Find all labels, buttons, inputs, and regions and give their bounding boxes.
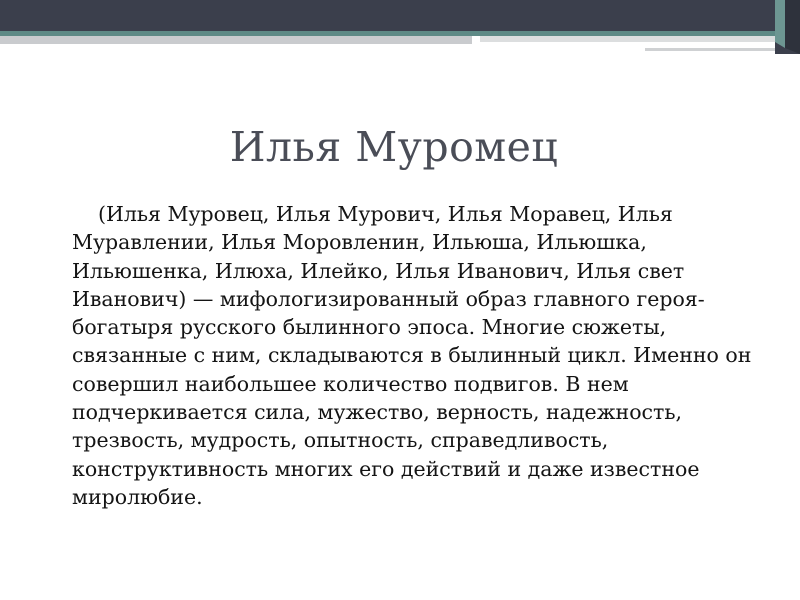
header-grey-bar-left xyxy=(0,36,472,44)
header-grey-bar-right xyxy=(480,36,775,42)
slide-body-text: (Илья Муровец, Илья Мурович, Илья Моравец, Илья Муравлении, Илья Моровленин, Ильюша, Ильюшка, Ильюшенка, Илюха, Илейко, Илья Иванович, Илья свет Иванович) — мифологизированный образ главного героя-богатыря русского былинного эпоса. Многие сюжеты, связанные с ним, складываются в былинный цикл. Именно он совершил наибольшее количество подвигов. В нем подчеркивается сила, мужество, верность, надежность, трезвость, мудрость, опытность, справедливость, конструктивность многих его действий и даже известное миролюбие. xyxy=(72,202,752,509)
header-thin-line xyxy=(645,48,785,51)
corner-accent-shape xyxy=(775,0,800,54)
header-band xyxy=(0,0,800,31)
slide-title: Илья Муромец xyxy=(229,123,559,171)
